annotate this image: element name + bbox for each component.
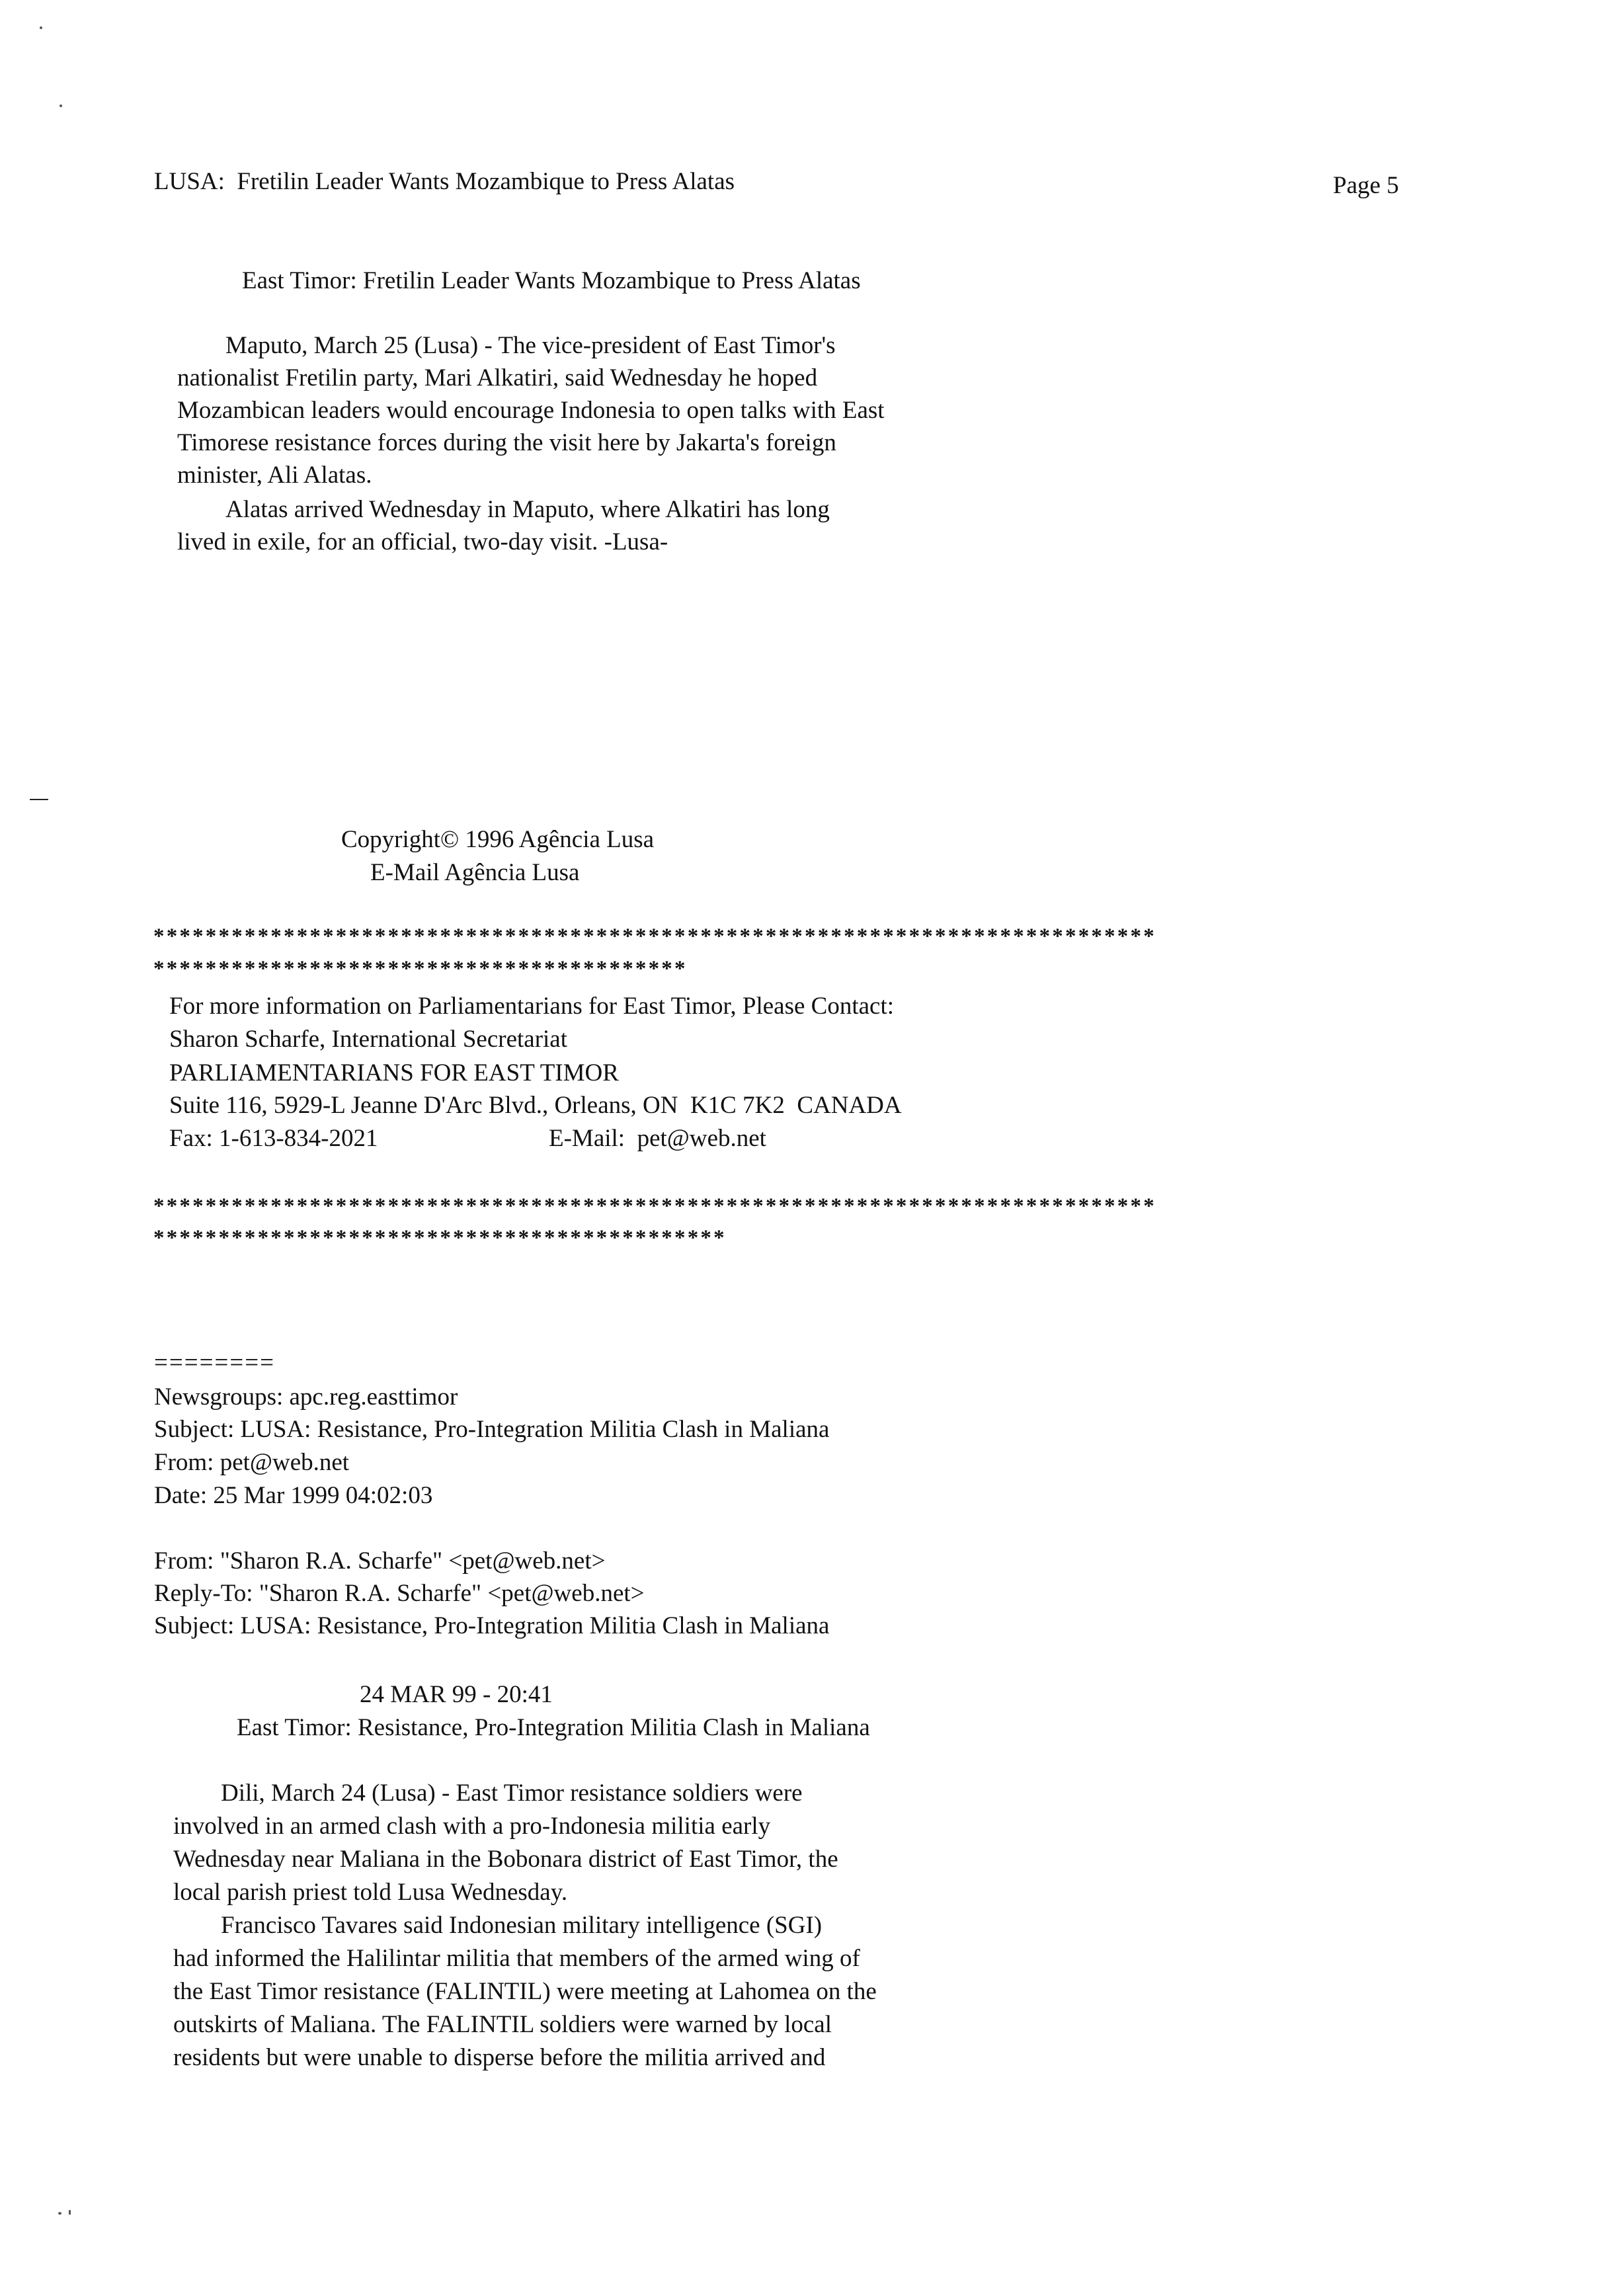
article-line: local parish priest told Lusa Wednesday. (173, 1879, 568, 1906)
article-line: Maputo, March 25 (Lusa) - The vice-president of East Timor's (225, 332, 836, 359)
subject-line: Subject: LUSA: Resistance, Pro-Integration Militia Clash in Maliana (154, 1612, 830, 1639)
contact-line: PARLIAMENTARIANS FOR EAST TIMOR (169, 1059, 619, 1086)
newsgroups-line: Newsgroups: apc.reg.easttimor (154, 1383, 458, 1411)
contact-email: E-Mail: pet@web.net (549, 1125, 766, 1152)
page-number: Page 5 (1333, 172, 1399, 199)
from-line: From: pet@web.net (154, 1449, 350, 1476)
article-headline: East Timor: Fretilin Leader Wants Mozambique to Press Alatas (242, 267, 861, 294)
copyright-line: Copyright© 1996 Agência Lusa (341, 826, 655, 853)
article-line: Timorese resistance forces during the visit here by Jakarta's foreign (177, 429, 836, 456)
scan-speck (40, 26, 42, 29)
article-headline: East Timor: Resistance, Pro-Integration Militia Clash in Maliana (237, 1714, 870, 1741)
asterisk-separator: ******************************************** (153, 1226, 727, 1250)
contact-line: Suite 116, 5929-L Jeanne D'Arc Blvd., Orleans, ON K1C 7K2 CANADA (169, 1092, 902, 1119)
date-line: Date: 25 Mar 1999 04:02:03 (154, 1482, 433, 1509)
scan-speck (60, 104, 62, 107)
from-full-line: From: "Sharon R.A. Scharfe" <pet@web.net> (154, 1547, 606, 1575)
copyright-email-line: E-Mail Agência Lusa (370, 859, 580, 886)
article-line: minister, Ali Alatas. (177, 462, 372, 489)
asterisk-separator: ***************************************************************************** (153, 924, 1156, 948)
message-divider: ======== (154, 1349, 275, 1376)
running-title: LUSA: Fretilin Leader Wants Mozambique to Press Alatas (154, 168, 735, 195)
article-line: lived in exile, for an official, two-day visit. -Lusa- (177, 528, 668, 555)
article-line: Francisco Tavares said Indonesian military intelligence (SGI) (221, 1912, 823, 1939)
article-line: had informed the Halilintar militia that members of the armed wing of (173, 1945, 860, 1972)
scan-speck (58, 2212, 61, 2215)
subject-line: Subject: LUSA: Resistance, Pro-Integration Militia Clash in Maliana (154, 1416, 830, 1443)
scan-speck (69, 2210, 71, 2215)
article-line: residents but were unable to disperse before the militia arrived and (173, 2044, 826, 2071)
article-line: the East Timor resistance (FALINTIL) were meeting at Lahomea on the (173, 1978, 877, 2005)
article-line: Mozambican leaders would encourage Indonesia to open talks with East (177, 397, 885, 424)
article-line: Dili, March 24 (Lusa) - East Timor resistance soldiers were (221, 1780, 803, 1807)
asterisk-separator: ***************************************** (153, 957, 688, 981)
article-line: nationalist Fretilin party, Mari Alkatiri, said Wednesday he hoped (177, 364, 818, 391)
asterisk-separator: ***************************************************************************** (153, 1194, 1156, 1218)
contact-line: For more information on Parliamentarians for East Timor, Please Contact: (169, 993, 894, 1020)
contact-fax: Fax: 1-613-834-2021 (169, 1125, 378, 1152)
article-dateline: 24 MAR 99 - 20:41 (360, 1681, 553, 1708)
scan-mark (30, 799, 48, 800)
article-line: Alatas arrived Wednesday in Maputo, where Alkatiri has long (225, 496, 830, 523)
reply-to-line: Reply-To: "Sharon R.A. Scharfe" <pet@web.net> (154, 1580, 645, 1607)
contact-line: Sharon Scharfe, International Secretariat (169, 1026, 568, 1053)
article-line: Wednesday near Maliana in the Bobonara district of East Timor, the (173, 1846, 838, 1873)
article-line: involved in an armed clash with a pro-Indonesia militia early (173, 1813, 771, 1840)
article-line: outskirts of Maliana. The FALINTIL soldiers were warned by local (173, 2011, 832, 2038)
